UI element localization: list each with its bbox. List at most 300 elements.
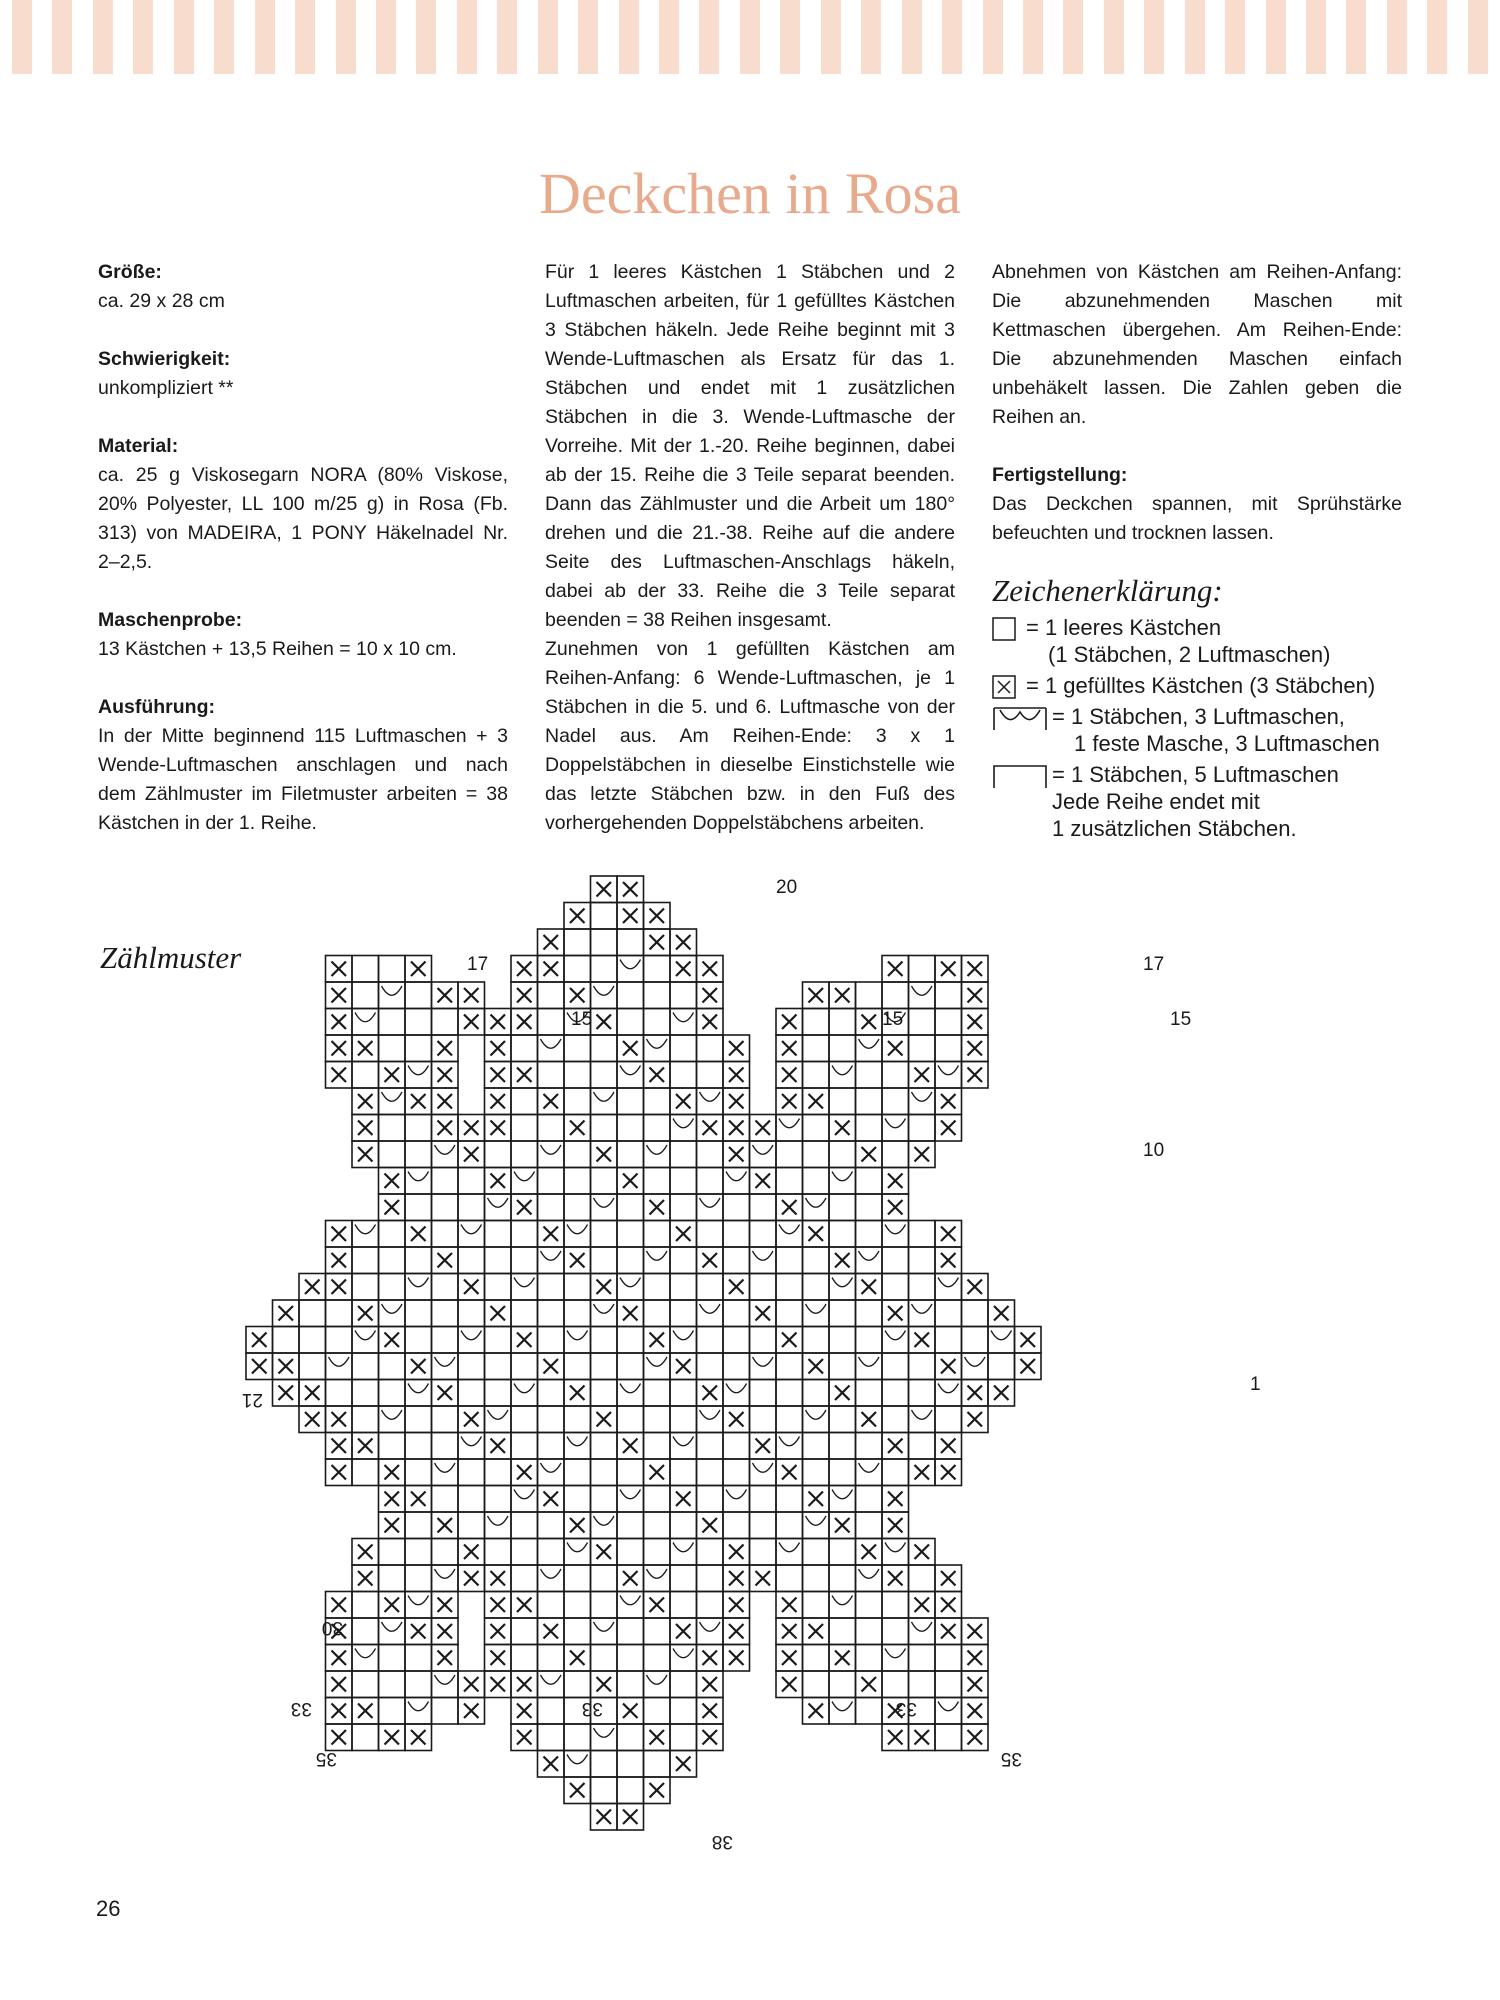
chart-cell xyxy=(538,1645,565,1672)
chart-arch-mark xyxy=(779,1225,800,1234)
chart-filled-mark xyxy=(517,1598,532,1613)
chart-cell xyxy=(670,1168,697,1195)
chart-cell xyxy=(776,1353,803,1380)
chart-cell xyxy=(670,1512,697,1539)
chart-cell xyxy=(723,1353,750,1380)
chart-cell xyxy=(935,1009,962,1036)
chart-cell xyxy=(405,1459,432,1486)
chart-cell xyxy=(617,1459,644,1486)
chart-cell xyxy=(564,1168,591,1195)
chart-cell xyxy=(564,1618,591,1645)
chart-filled-mark xyxy=(464,1015,479,1030)
chart-arch-mark xyxy=(885,1119,906,1128)
chart-cell xyxy=(564,929,591,956)
chart-cell xyxy=(644,1486,671,1513)
chart-cell xyxy=(670,1592,697,1619)
chart-arch-mark xyxy=(647,1251,668,1260)
chart-arch-mark xyxy=(673,1119,694,1128)
chart-filled-mark xyxy=(385,1174,400,1189)
chart-cell xyxy=(591,1168,618,1195)
chart-cell xyxy=(485,1486,512,1513)
chart-cell xyxy=(988,1353,1015,1380)
chart-arch-mark xyxy=(753,1357,774,1366)
chart-filled-mark xyxy=(650,935,665,950)
chart-cell xyxy=(670,1141,697,1168)
chart-cell xyxy=(511,1645,538,1672)
chart-filled-mark xyxy=(941,1598,956,1613)
chart-cell xyxy=(538,1592,565,1619)
chart-cell xyxy=(379,1274,406,1301)
chart-filled-mark xyxy=(332,1412,347,1427)
chart-cell xyxy=(644,1512,671,1539)
chart-cell xyxy=(697,1274,724,1301)
chart-arch-mark xyxy=(541,1463,562,1472)
chart-cell xyxy=(564,1062,591,1089)
legend-arch-line2: 1 feste Masche, 3 Luftmaschen xyxy=(1074,731,1380,756)
chart-filled-mark xyxy=(411,1730,426,1745)
chart-filled-mark xyxy=(968,988,983,1003)
chart-cell xyxy=(617,1115,644,1142)
chart-filled-mark xyxy=(597,1147,612,1162)
chart-arch-mark xyxy=(594,1092,615,1101)
chart-cell xyxy=(882,1274,909,1301)
chart-filled-mark xyxy=(650,1333,665,1348)
chart-arch-mark xyxy=(355,1649,376,1658)
row-label-r33a: 33 xyxy=(290,1698,312,1719)
chart-cell xyxy=(909,1221,936,1248)
chart-cell xyxy=(352,1062,379,1089)
chart-arch-mark xyxy=(408,1596,429,1605)
chart-cell xyxy=(829,1035,856,1062)
chart-filled-mark xyxy=(623,909,638,924)
chart-arch-mark xyxy=(859,1463,880,1472)
chart-cell xyxy=(829,1406,856,1433)
chart-arch-mark xyxy=(885,1543,906,1552)
chart-cell xyxy=(644,1698,671,1725)
chart-cell xyxy=(670,1300,697,1327)
chart-filled-mark xyxy=(888,1730,903,1745)
chart-filled-mark xyxy=(570,988,585,1003)
chart-cell xyxy=(723,1221,750,1248)
chart-filled-mark xyxy=(676,1094,691,1109)
chart-cell xyxy=(405,1565,432,1592)
chart-cell xyxy=(511,1539,538,1566)
chart-filled-mark xyxy=(491,1306,506,1321)
chart-arch-mark xyxy=(541,1569,562,1578)
chart-arch-mark xyxy=(461,1437,482,1446)
chart-cell xyxy=(829,1327,856,1354)
chart-cell xyxy=(352,956,379,983)
chart-filled-mark xyxy=(941,1465,956,1480)
chart-arch-mark xyxy=(620,1490,641,1499)
chart-filled-mark xyxy=(703,1651,718,1666)
chart-cell xyxy=(617,1724,644,1751)
chart-cell xyxy=(856,1486,883,1513)
chart-arch-mark xyxy=(647,1039,668,1048)
chart-cell xyxy=(617,1194,644,1221)
chart-filled-mark xyxy=(888,1492,903,1507)
chart-filled-mark xyxy=(703,1015,718,1030)
chart-filled-mark xyxy=(544,1227,559,1242)
chart-filled-mark xyxy=(491,1624,506,1639)
chart-cells xyxy=(246,876,1041,1830)
chart-filled-mark xyxy=(491,1174,506,1189)
chart-filled-mark xyxy=(411,1359,426,1374)
chart-cell xyxy=(591,903,618,930)
chart-arch-mark xyxy=(594,1198,615,1207)
chart-cell xyxy=(882,1618,909,1645)
chart-filled-mark xyxy=(676,962,691,977)
chart-cell xyxy=(591,1751,618,1778)
chart-arch-mark xyxy=(567,1755,588,1764)
chart-cell xyxy=(617,1406,644,1433)
chart-filled-mark xyxy=(358,1094,373,1109)
chart-cell xyxy=(617,1088,644,1115)
chart-filled-mark xyxy=(968,1677,983,1692)
chart-row-labels xyxy=(242,877,1261,1852)
material-heading: Material: xyxy=(98,435,179,457)
increase-paragraph: Zunehmen von 1 gefüllten Kästchen am Reihen-Anfang: 6 Wende-Luftmaschen, je 1 Stäbchen in die 5. und 6. Luftmasche von der Nadel aus. Am Reihen-Ende: 3 x 1 Doppelstäbchen in dieselbe Einstichstelle wie das letzte Stäbchen bzw. in den Fuß des vorhergehenden Doppelstäbchens arbeiten. xyxy=(545,638,955,834)
chart-filled-mark xyxy=(994,1386,1009,1401)
chart-cell xyxy=(644,1009,671,1036)
chart-cell xyxy=(776,1274,803,1301)
chart-cell xyxy=(405,1327,432,1354)
chart-filled-mark xyxy=(703,1518,718,1533)
chart-filled-mark xyxy=(782,1094,797,1109)
chart-filled-mark xyxy=(491,1651,506,1666)
size-heading: Größe: xyxy=(98,261,162,283)
size-text: ca. 29 x 28 cm xyxy=(98,290,225,312)
chart-cell xyxy=(326,1327,353,1354)
chart-filled-mark xyxy=(438,1598,453,1613)
chart-filled-mark xyxy=(438,988,453,1003)
chart-filled-mark xyxy=(729,1147,744,1162)
chart-filled-mark xyxy=(358,1041,373,1056)
chart-cell xyxy=(511,1406,538,1433)
chart-cell xyxy=(697,1486,724,1513)
chart-cell xyxy=(697,1168,724,1195)
chart-arch-mark xyxy=(965,1357,986,1366)
chart-arch-mark xyxy=(435,1675,456,1684)
chart-cell xyxy=(697,1062,724,1089)
chart-cell xyxy=(458,1168,485,1195)
chart-cell xyxy=(564,1459,591,1486)
chart-cell xyxy=(379,1247,406,1274)
chart-arch-mark xyxy=(647,1145,668,1154)
chart-filled-mark xyxy=(623,1704,638,1719)
chart-filled-mark xyxy=(862,1545,877,1560)
chart-cell xyxy=(829,1088,856,1115)
chart-cell xyxy=(485,1221,512,1248)
chart-arch-mark xyxy=(620,1596,641,1605)
chart-arch-mark xyxy=(541,1039,562,1048)
chart-cell xyxy=(458,1353,485,1380)
chart-arch-mark xyxy=(594,986,615,995)
row-label-r17a: 17 xyxy=(467,954,489,975)
chart-cell xyxy=(538,982,565,1009)
chart-filled-mark xyxy=(385,1200,400,1215)
chart-cell xyxy=(511,1433,538,1460)
chart-cell xyxy=(697,1433,724,1460)
chart-cell xyxy=(379,956,406,983)
chart-cell xyxy=(935,982,962,1009)
chart-cell xyxy=(882,1671,909,1698)
chart-filled-mark xyxy=(358,1571,373,1586)
chart-cell xyxy=(856,982,883,1009)
chart-cell xyxy=(617,1645,644,1672)
chart-cell xyxy=(882,1353,909,1380)
chart-cell xyxy=(485,1274,512,1301)
chart-arch-mark xyxy=(673,1649,694,1658)
chart-cell xyxy=(909,1433,936,1460)
chart-cell xyxy=(856,1380,883,1407)
chart-cell xyxy=(776,1406,803,1433)
chart-cell xyxy=(485,1539,512,1566)
chart-cell xyxy=(909,1115,936,1142)
chart-filled-mark xyxy=(252,1333,267,1348)
chart-arch-mark xyxy=(832,1490,853,1499)
chart-cell xyxy=(882,1592,909,1619)
chart-filled-mark xyxy=(570,1651,585,1666)
chart-filled-mark xyxy=(782,1598,797,1613)
chart-arch-mark xyxy=(567,1543,588,1552)
chart-filled-mark xyxy=(968,1704,983,1719)
chart-cell xyxy=(856,1433,883,1460)
difficulty-text: unkompliziert ** xyxy=(98,377,234,399)
chart-filled-mark xyxy=(862,1412,877,1427)
difficulty-heading: Schwierigkeit: xyxy=(98,348,231,370)
chart-cell xyxy=(750,1486,777,1513)
chart-filled-mark xyxy=(623,1306,638,1321)
chart-cell xyxy=(458,1380,485,1407)
chart-filled-mark xyxy=(491,1677,506,1692)
legend-title: Zeichenerklärung: xyxy=(992,573,1223,608)
chart-filled-mark xyxy=(729,1121,744,1136)
chart-arch-mark xyxy=(355,1225,376,1234)
chart-filled-mark xyxy=(623,1041,638,1056)
chart-cell xyxy=(405,1247,432,1274)
chart-cell xyxy=(405,1194,432,1221)
chart-cell xyxy=(432,1274,459,1301)
chart-cell xyxy=(432,1486,459,1513)
chart-cell xyxy=(405,1433,432,1460)
chart-filled-mark xyxy=(332,1651,347,1666)
chart-cell xyxy=(697,1353,724,1380)
chart-cell xyxy=(670,1035,697,1062)
row-label-r1: 1 xyxy=(1250,1374,1261,1395)
chart-arch-mark xyxy=(912,1622,933,1631)
chart-cell xyxy=(856,1645,883,1672)
chart-filled-mark xyxy=(544,962,559,977)
chart-cell xyxy=(803,1327,830,1354)
chart-cell xyxy=(935,1645,962,1672)
chart-cell xyxy=(511,1035,538,1062)
chart-filled-mark xyxy=(968,1624,983,1639)
row-label-r17b: 17 xyxy=(1143,954,1165,975)
chart-arch-mark xyxy=(673,1013,694,1022)
chart-cell xyxy=(856,1168,883,1195)
chart-cell xyxy=(617,982,644,1009)
chart-cell xyxy=(511,1353,538,1380)
chart-cell xyxy=(909,1035,936,1062)
chart-filled-mark xyxy=(517,1677,532,1692)
chart-filled-mark xyxy=(888,1306,903,1321)
chart-cell xyxy=(670,1698,697,1725)
chart-arch-mark xyxy=(382,1304,403,1313)
chart-cell xyxy=(485,1247,512,1274)
chart-cell xyxy=(591,1353,618,1380)
chart-filled-mark xyxy=(438,1253,453,1268)
chart-cell xyxy=(564,1671,591,1698)
chart-cell xyxy=(591,1433,618,1460)
chart-filled-mark xyxy=(941,1439,956,1454)
chart-filled-mark xyxy=(941,962,956,977)
chart-filled-mark xyxy=(782,1677,797,1692)
chart-cell xyxy=(379,1141,406,1168)
chart-cell xyxy=(776,1300,803,1327)
chart-cell xyxy=(538,1512,565,1539)
chart-cell xyxy=(352,1406,379,1433)
page-title: Deckchen in Rosa xyxy=(539,161,961,226)
chart-filled-mark xyxy=(411,1624,426,1639)
chart-filled-mark xyxy=(305,1386,320,1401)
chart-cell xyxy=(723,1327,750,1354)
chart-filled-mark xyxy=(676,1492,691,1507)
chart-filled-mark xyxy=(332,1068,347,1083)
chart-filled-mark xyxy=(994,1306,1009,1321)
chart-filled-mark xyxy=(597,882,612,897)
chart-cell xyxy=(405,1539,432,1566)
chart-arch-mark xyxy=(673,1543,694,1552)
chart-arch-mark xyxy=(435,1569,456,1578)
chart-filled-mark xyxy=(729,1094,744,1109)
chart-filled-mark xyxy=(835,1651,850,1666)
chart-cell xyxy=(379,1221,406,1248)
chart-filled-mark xyxy=(438,1068,453,1083)
page-number: 26 xyxy=(96,1896,121,1921)
chart-filled-mark xyxy=(332,1598,347,1613)
chart-arch-mark xyxy=(541,1251,562,1260)
row-label-r10: 10 xyxy=(1143,1140,1165,1161)
chart-cell xyxy=(803,1565,830,1592)
chart-cell xyxy=(803,1592,830,1619)
chart-arch-mark xyxy=(594,1516,615,1525)
chart-cell xyxy=(909,1353,936,1380)
chart-cell xyxy=(776,1486,803,1513)
chart-filled-mark xyxy=(464,1147,479,1162)
chart-cell xyxy=(617,1247,644,1274)
chart-cell xyxy=(617,1777,644,1804)
chart-cell xyxy=(644,1274,671,1301)
chart-cell xyxy=(379,1433,406,1460)
chart-filled-mark xyxy=(517,1333,532,1348)
chart-cell xyxy=(617,1671,644,1698)
chart-cell xyxy=(856,1115,883,1142)
chart-filled-mark xyxy=(491,1598,506,1613)
chart-filled-mark xyxy=(888,1174,903,1189)
chart-filled-mark xyxy=(782,1200,797,1215)
chart-cell xyxy=(723,1194,750,1221)
chart-cell xyxy=(750,1380,777,1407)
gauge-text: 13 Kästchen + 13,5 Reihen = 10 x 10 cm. xyxy=(98,638,457,660)
chart-arch-mark xyxy=(408,1172,429,1181)
chart-filled-mark xyxy=(756,1439,771,1454)
chart-filled-mark xyxy=(703,1253,718,1268)
chart-filled-mark xyxy=(358,1704,373,1719)
chart-cell xyxy=(644,1433,671,1460)
chart-filled-mark xyxy=(332,1704,347,1719)
row-label-r15b: 15 xyxy=(882,1009,904,1030)
chart-filled-mark xyxy=(623,1571,638,1586)
chart-filled-mark xyxy=(385,1333,400,1348)
chart-arch-mark xyxy=(435,1145,456,1154)
chart-cell xyxy=(803,1433,830,1460)
chart-cell xyxy=(803,1168,830,1195)
chart-arch-mark xyxy=(355,1331,376,1340)
chart-filled-mark xyxy=(438,1518,453,1533)
chart-filled-mark xyxy=(915,1333,930,1348)
chart-arch-mark xyxy=(832,1702,853,1711)
chart-filled-mark xyxy=(385,1068,400,1083)
chart-cell xyxy=(538,1300,565,1327)
chart-filled-mark xyxy=(411,1094,426,1109)
chart-cell xyxy=(909,1380,936,1407)
chart-cell xyxy=(511,1221,538,1248)
legend-bar-line3: 1 zusätzlichen Stäbchen. xyxy=(1052,816,1297,841)
chart-cell xyxy=(511,1618,538,1645)
chart-cell xyxy=(617,1141,644,1168)
chart-filled-mark xyxy=(809,1094,824,1109)
chart-filled-mark xyxy=(1021,1359,1036,1374)
chart-cell xyxy=(511,1115,538,1142)
chart-filled-mark xyxy=(888,962,903,977)
chart-cell xyxy=(750,1274,777,1301)
chart-filled-mark xyxy=(968,1651,983,1666)
chart-cell xyxy=(776,1247,803,1274)
chart-cell xyxy=(617,1009,644,1036)
chart-cell xyxy=(935,1406,962,1433)
chart-filled-mark xyxy=(650,1200,665,1215)
chart-arch-mark xyxy=(620,1384,641,1393)
chart-cell xyxy=(405,1406,432,1433)
chart-cell xyxy=(511,1247,538,1274)
chart-filled-mark xyxy=(438,1041,453,1056)
chart-cell xyxy=(776,1168,803,1195)
chart-filled-mark xyxy=(941,1253,956,1268)
chart-cell xyxy=(405,1671,432,1698)
chart-filled-mark xyxy=(968,1730,983,1745)
chart-filled-mark xyxy=(464,1677,479,1692)
chart-cell xyxy=(856,1327,883,1354)
chart-arch-mark xyxy=(647,1569,668,1578)
legend-bar-line2: Jede Reihe endet mit xyxy=(1052,789,1260,814)
chart-filled-mark xyxy=(809,1227,824,1242)
chart-arch-mark xyxy=(806,1304,827,1313)
chart-cell xyxy=(750,1539,777,1566)
chart-cell xyxy=(829,1221,856,1248)
chart-arch-mark xyxy=(779,1437,800,1446)
chart-filled-mark xyxy=(491,1094,506,1109)
chart-cell xyxy=(591,929,618,956)
chart-filled-mark xyxy=(915,1730,930,1745)
chart-cell xyxy=(432,1539,459,1566)
chart-cell xyxy=(909,956,936,983)
chart-cell xyxy=(697,1221,724,1248)
chart-cell xyxy=(564,1035,591,1062)
chart-cell xyxy=(564,1088,591,1115)
row-label-r15a: 15 xyxy=(571,1009,593,1030)
chart-filled-mark xyxy=(650,1465,665,1480)
